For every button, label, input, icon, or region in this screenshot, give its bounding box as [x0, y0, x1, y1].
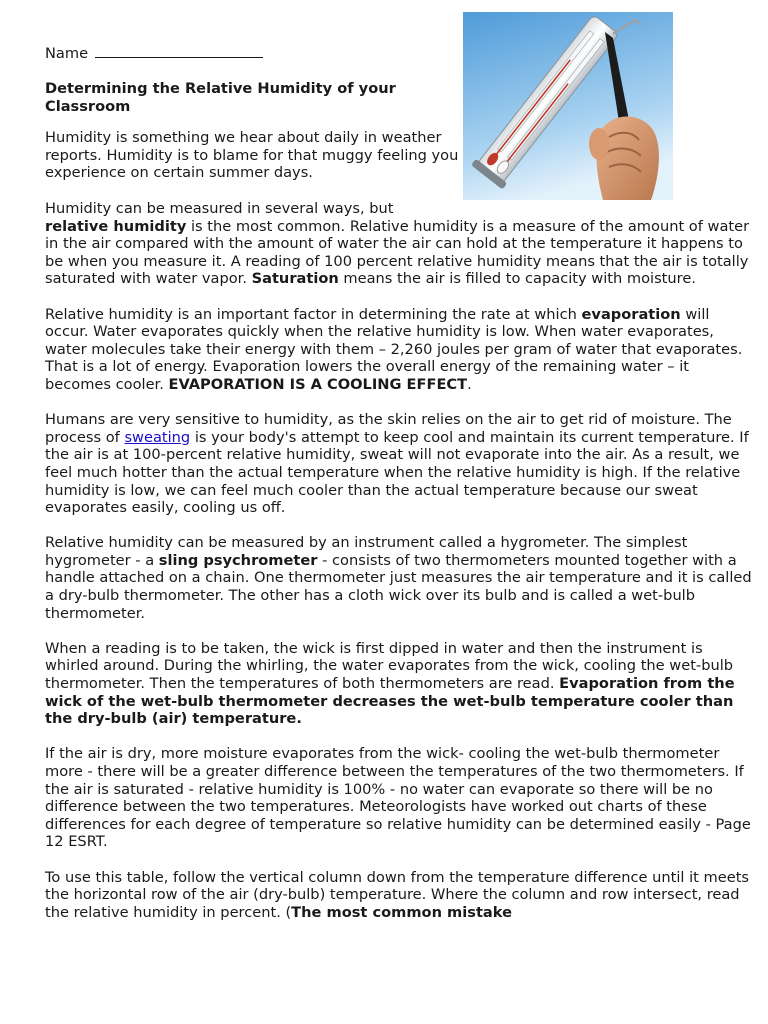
worksheet-body — [45, 200, 757, 939]
paragraph-reading: When a reading is to be taken, the wick is first dipped in water and then the instrument is whirled around. During the whirling, the water evaporates from the wick, cooling the wet-bulb thermometer. Then the temperatures of both thermometers are read. Evaporation from the wick of the wet-bulb thermometer decreases the wet-bulb temperature cooler than the dry-bulb (air) temperature. — [45, 639, 735, 728]
name-blank[interactable] — [95, 45, 263, 58]
name-label: Name — [45, 45, 89, 62]
worksheet-title: Determining the Relative Humidity of your Classroom — [45, 80, 396, 115]
paragraph-table-usage: To use this table, follow the vertical column down from the temperature difference until it meets the horizontal row of the air (dry-bulb) temperature. Where the column and row intersect, read the relative humidity in percent. (The most common mistake — [45, 868, 750, 921]
intro-paragraph: Humidity is something we hear about daily in weather reports. Humidity is to blame for that muggy feeling you experience on certain summer days. — [45, 129, 459, 182]
name-field-line — [45, 45, 263, 63]
sweating-link[interactable]: sweating — [124, 428, 191, 446]
paragraph-hygrometer: Relative humidity can be measured by an instrument called a hygrometer. The simplest hygrometer - a sling psychrometer - consists of two thermometers mounted together with a handle attached on a chain. One thermometer just measures the air temperature and it is called a dry-bulb thermometer. The other has a cloth wick over its bulb and is called a wet-bulb thermometer. — [45, 534, 752, 622]
paragraph-dry-air: If the air is dry, more moisture evaporates from the wick- cooling the wet-bulb thermometer more - there will be a greater difference between the temperatures of the two thermometers. If the air is saturated - relative humidity is 100% - no water can evaporate so there will be no difference between the two temperatures. Meteorologists have worked out charts of these differences for each degree of temperature so relative humidity can be determined easily - Page 12 ESRT. — [45, 745, 751, 851]
paragraph-relative-humidity: Humidity can be measured in several ways, but relative humidity is the most common. Relative humidity is a measure of the amount of water in the air compared with the amount of water the air can hold at the temperature it happens to be when you measure it. A reading of 100 percent relative humidity means that the air is totally saturated with water vapor. Saturation means the air is filled to capacity with moisture. — [45, 200, 750, 288]
paragraph-humans-humidity: Humans are very sensitive to humidity, as the skin relies on the air to get rid of moisture. The process of sweating is your body's attempt to keep cool and maintain its current temperature. If the air is at 100-percent relative humidity, sweat will not evaporate into the air. As a result, we feel much hotter than the actual temperature when the relative humidity is high. If the relative humidity is low, we can feel much cooler than the actual temperature because our sweat evaporates easily, cooling us off. — [45, 411, 749, 517]
paragraph-evaporation: Relative humidity is an important factor in determining the rate at which evaporation will occur. Water evaporates quickly when the relative humidity is low. When water evaporates, water molecules take their energy with them – 2,260 joules per gram of water that evaporates. That is a lot of energy. Evaporation lowers the overall energy of the remaining water – it becomes cooler. EVAPORATION IS A COOLING EFFECT. — [45, 305, 743, 393]
sling-psychrometer-photo — [463, 12, 673, 200]
